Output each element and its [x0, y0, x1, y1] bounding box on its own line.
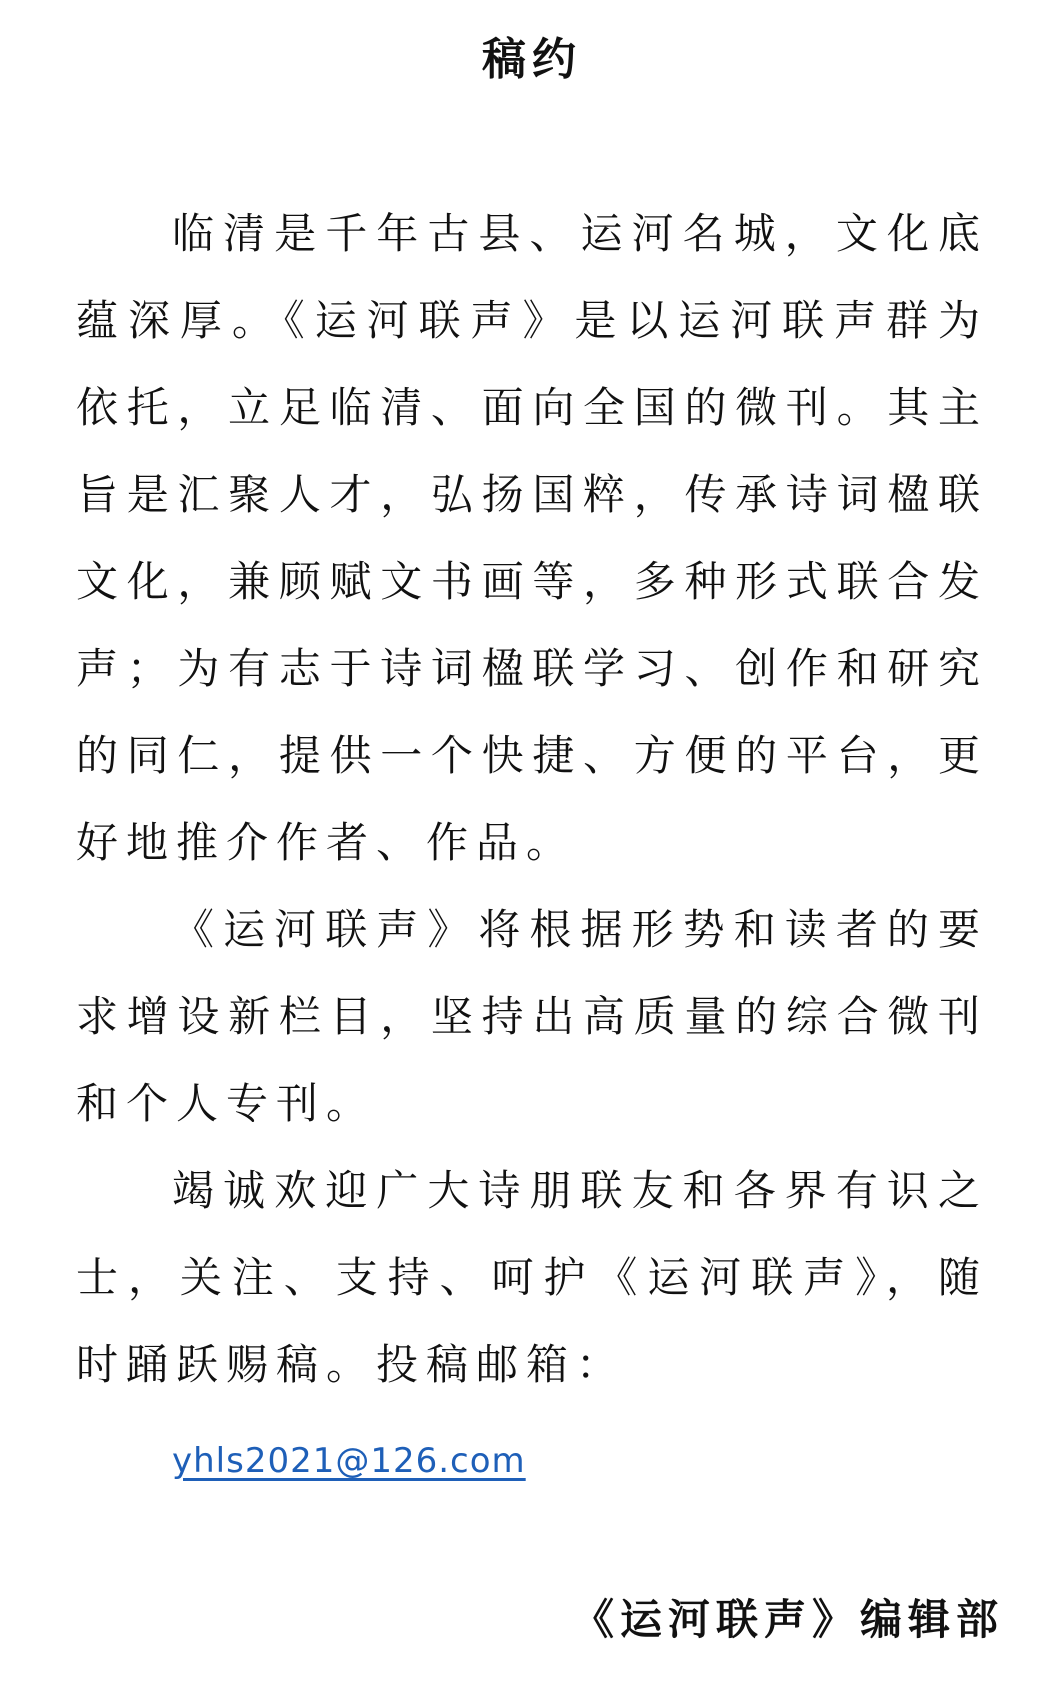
email-link[interactable]: yhls2021@126.com: [172, 1441, 526, 1481]
document-body: [76, 190, 988, 1505]
document-title: 稿约: [482, 34, 582, 85]
paragraph-invitation: 竭诚欢迎广大诗朋联友和各界有识之士，关注、支持、呵护《运河联声》，随时踊跃赐稿。投稿邮箱：: [76, 1166, 988, 1389]
paragraph-columns: 《运河联声》将根据形势和读者的要求增设新栏目，坚持出高质量的综合微刊和个人专刊。: [76, 905, 988, 1128]
signature: 《运河联声》编辑部: [571, 1595, 1004, 1644]
paragraph-intro: 临清是千年古县、运河名城，文化底蕴深厚。《运河联声》是以运河联声群为依托，立足临清、面向全国的微刊。其主旨是汇聚人才，弘扬国粹，传承诗词楹联文化，兼顾赋文书画等，多种形式联合发声；为有志于诗词楹联学习、创作和研究的同仁，提供一个快捷、方便的平台，更好地推介作者、作品。: [76, 209, 988, 867]
email-line: [76, 1418, 988, 1505]
